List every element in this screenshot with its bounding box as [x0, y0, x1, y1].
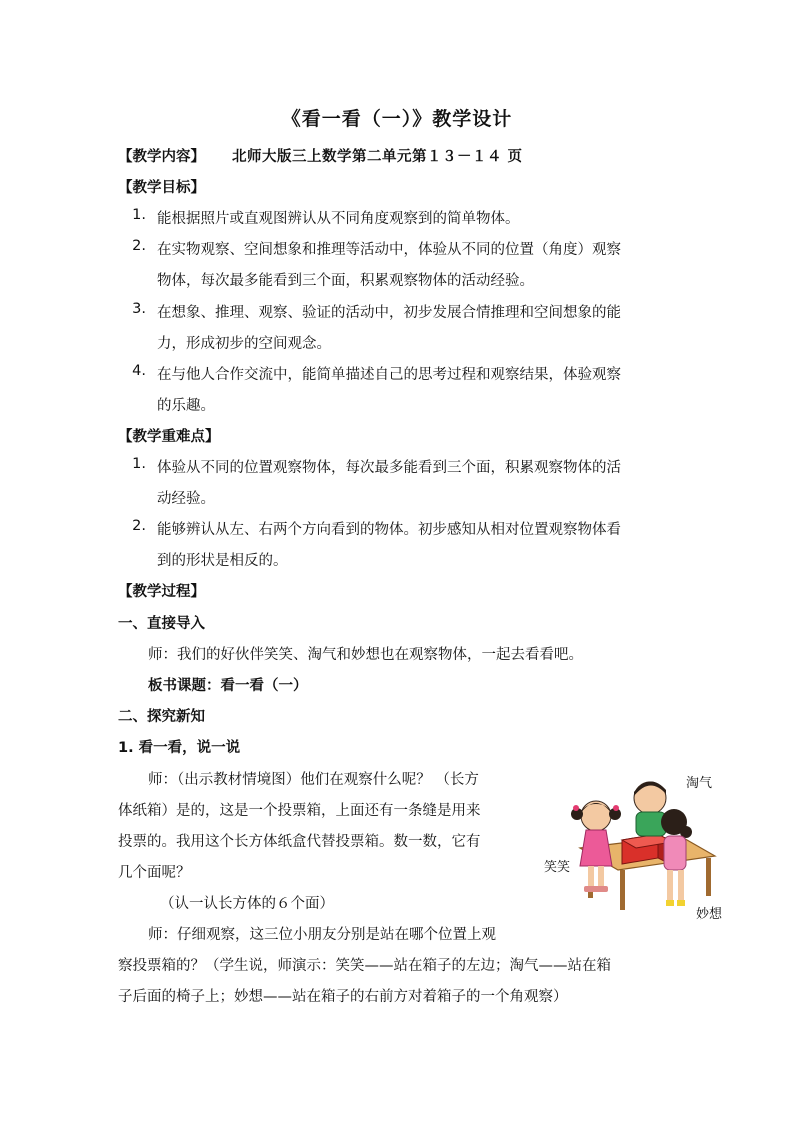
objective-text: 能根据照片或直观图辨认从不同角度观察到的简单物体。: [157, 211, 520, 227]
content-label: 【教学内容】: [118, 149, 205, 165]
subsection-heading: 1. 看一看，说一说: [118, 740, 241, 756]
objective-text: 在实物观察、空间想象和推理等活动中，体验从不同的位置（角度）观察: [157, 242, 621, 258]
keypoint-text: 能够辨认从左、右两个方向看到的物体。初步感知从相对位置观察物体看: [157, 522, 621, 538]
content-value: 北师大版三上数学第二单元第１３－１４ 页: [232, 149, 523, 165]
label-taoqi: 淘气: [686, 776, 713, 791]
objective-text: 的乐趣。: [157, 398, 215, 414]
keypoint-text: 到的形状是相反的。: [157, 553, 288, 569]
keypoint-number: 2.: [132, 518, 146, 534]
paragraph-line: 师：仔细观察，这三位小朋友分别是站在哪个位置上观: [148, 927, 496, 943]
paragraph-line: 察投票箱的？（学生说，师演示：笑笑——站在箱子的左边；淘气——站在箱: [118, 958, 611, 974]
objective-number: 3.: [132, 301, 146, 317]
note: （认一认长方体的６个面）: [160, 896, 334, 912]
label-miaoxiang: 妙想: [696, 907, 723, 922]
objective-number: 4.: [132, 363, 146, 379]
objective-number: 1.: [132, 207, 146, 223]
paragraph: 师：我们的好伙伴笑笑、淘气和妙想也在观察物体，一起去看看吧。: [148, 647, 583, 663]
process-label: 【教学过程】: [118, 584, 205, 600]
keypoint-number: 1.: [132, 456, 146, 472]
board-title: 板书课题：看一看（一）: [148, 678, 308, 694]
objective-text: 在想象、推理、观察、验证的活动中，初步发展合情推理和空间想象的能: [157, 305, 621, 321]
keypoint-text: 体验从不同的位置观察物体，每次最多能看到三个面，积累观察物体的活: [157, 460, 621, 476]
objective-text: 物体，每次最多能看到三个面，积累观察物体的活动经验。: [157, 273, 534, 289]
keypoints-label: 【教学重难点】: [118, 429, 220, 445]
paragraph-line: 体纸箱）是的，这是一个投票箱，上面还有一条缝是用来: [118, 803, 481, 819]
section-heading: 一、直接导入: [118, 616, 205, 632]
objective-text: 力，形成初步的空间观念。: [157, 336, 331, 352]
objective-number: 2.: [132, 238, 146, 254]
paragraph-line: 几个面呢？: [118, 865, 191, 881]
page-title: 《看一看（一）》教学设计: [281, 108, 513, 130]
illustration: [530, 770, 740, 930]
label-xiaoxiao: 笑笑: [544, 860, 571, 875]
keypoint-text: 动经验。: [157, 491, 215, 507]
paragraph-line: 师：（出示教材情境图）他们在观察什么呢？ （长方: [148, 772, 479, 788]
section-heading: 二、探究新知: [118, 709, 205, 725]
paragraph-line: 子后面的椅子上；妙想——站在箱子的右前方对着箱子的一个角观察）: [118, 989, 568, 1005]
paragraph-line: 投票的。我用这个长方体纸盒代替投票箱。数一数，它有: [118, 834, 481, 850]
objectives-label: 【教学目标】: [118, 180, 205, 196]
objective-text: 在与他人合作交流中，能简单描述自己的思考过程和观察结果，体验观察: [157, 367, 621, 383]
